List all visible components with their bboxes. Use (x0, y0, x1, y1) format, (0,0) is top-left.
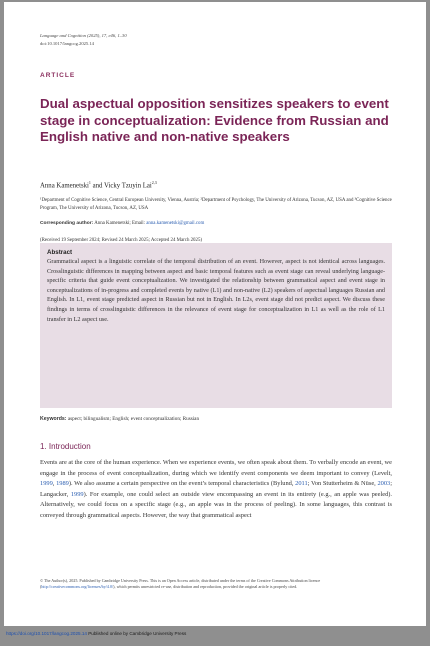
intro-text-segment: ; Von Stutterheim & Nüse, (307, 480, 378, 487)
author-list (40, 180, 157, 189)
citation-link[interactable]: 2011 (295, 480, 308, 487)
journal-header (40, 32, 127, 48)
corresponding-author (40, 221, 204, 226)
author-affiliation-mark: 2,3 (151, 180, 157, 185)
keywords-label: Keywords: (40, 416, 67, 422)
author-connector: and (90, 182, 104, 190)
citation-link[interactable]: 1999 (40, 480, 53, 487)
copyright-footnote (40, 578, 392, 591)
introduction-paragraph (40, 458, 392, 521)
citation-link[interactable]: 2003 (377, 480, 391, 487)
intro-text-segment: ; Langacker, (40, 480, 392, 498)
citation-link[interactable]: 1999 (70, 490, 84, 498)
corresponding-text: Anna Kamenetski; Email: (93, 221, 147, 226)
abstract-box (40, 243, 392, 408)
corresponding-label: Corresponding author: (40, 221, 94, 226)
citation-link[interactable]: 1989 (56, 480, 69, 487)
intro-text-segment: ). We also assume a certain perspective on the event’s temporal characteristics (Bylund, (68, 480, 296, 487)
page-footer (6, 631, 186, 636)
introduction-heading: 1. Introduction (40, 442, 91, 451)
footnote-text: ), which permits unrestricted re-use, distribution and reproduction, provided the original article is properly cited. (113, 584, 298, 590)
footer-text: Published online by Cambridge University Press (86, 631, 187, 636)
keywords-text: aspect; bilingualism; English; event conceptualization; Russian (66, 416, 200, 422)
footnote-text: © The Author(s), 2025. Published by Cambridge University Press. This is an Open Access article, distributed under the terms of the Creative Commons Attribution licence ( (40, 578, 321, 590)
abstract-text: Grammatical aspect is a linguistic correlate of the temporal distribution of an event. However, aspect is not identical across languages. Crosslinguistic differences in mapping between aspect and basic temporal features such as event stage can reveal underlying language-specific criteria that guide event conceptualization. We investigated the relationship between grammatical aspect and event stage in conceptualizations of in-progress and completed events by native (L1) and non-native (L2) speakers of aspectual languages Russian and English. In L1, event stage predicted aspect in Russian but not in English. In L2s, event stage did not predict aspect. We discuss these findings in terms of crosslinguistic differences in the relevance of event stage for conceptualization in L1 as well as the role of L1 transfer in L2 aspect use. (47, 259, 385, 323)
article-title: Dual aspectual opposition sensitizes speakers to event stage in conceptualization: Evidence from Russian and English native and non-native speakers (40, 96, 389, 144)
abstract-heading: Abstract (47, 249, 73, 256)
author-name[interactable]: Anna Kamenetski (40, 182, 89, 190)
doi-link[interactable]: https://doi.org/10.1017/langcog.2025.14 (6, 631, 87, 636)
license-link[interactable]: http://creativecommons.org/licenses/by/4.0/ (41, 584, 114, 590)
journal-citation: Language and Cognition (2025), 17, e46, 1–30 (40, 33, 127, 38)
affiliations: ¹Department of Cognitive Science, Central European University, Vienna, Austria; ²Department of Psychology, The University of Arizona, Tucson, AZ, USA and ³Cognitive Science Program, The University of Arizona, Tucson, AZ, USA (40, 198, 392, 211)
author-affiliation-mark: 1 (88, 180, 91, 185)
received-dates: (Received 19 September 2024; Revised 24 March 2025; Accepted 24 March 2025) (40, 238, 203, 243)
intro-text-segment: Events are at the core of the human experience. When we experience events, we often speak about them. To verbally encode an event, we engage in the process of event conceptualization, during which we identify event components we deem important to convey (Levelt, (40, 459, 392, 477)
journal-doi[interactable]: doi:10.1017/langcog.2025.14 (40, 41, 94, 46)
article-page (4, 2, 426, 626)
intro-text-segment: , (52, 480, 57, 487)
keywords (40, 416, 199, 422)
intro-text-segment: ). For example, one could select an outside view encompassing an event in its entirety (e.g., an apple was peeled). Alternatively, we could focus on a specific stage (e.g., an apple was in the process of peeling). In some languages, this contrast is conveyed through grammatical aspects. However, the way that grammatical aspect (40, 490, 392, 519)
corresponding-email-link[interactable]: anna.kamenetski@gmail.com (146, 221, 205, 226)
author-name[interactable]: Vicky Tzuyin Lai (103, 182, 152, 190)
section-tag: ARTICLE (40, 72, 76, 79)
